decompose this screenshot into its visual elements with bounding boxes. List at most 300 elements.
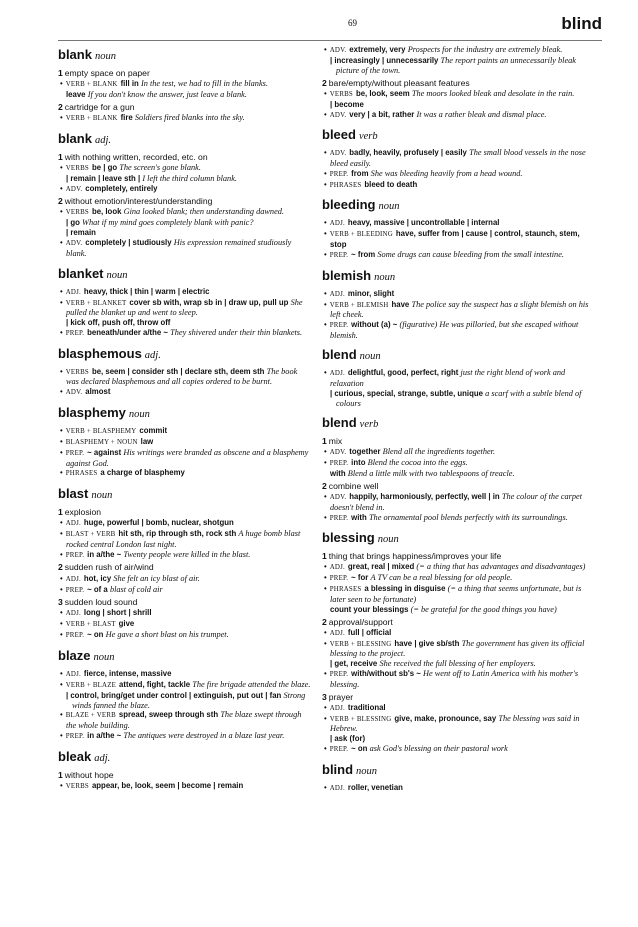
sense-heading: [322, 692, 598, 703]
bullet-icon: •: [324, 168, 327, 178]
collocates: ~ from: [351, 250, 376, 260]
bullet-icon: •: [60, 679, 63, 689]
collocation-line: [322, 320, 598, 340]
sense-number: 2: [58, 196, 63, 207]
bullet-icon: •: [324, 88, 327, 98]
collocates: completely, entirely: [85, 183, 158, 193]
collocation-line: [58, 585, 312, 596]
collocates: into: [351, 458, 366, 468]
collocation-line: [58, 387, 312, 398]
collocates: appear, be, look, seem | become | remain: [91, 780, 244, 790]
bullet-icon: •: [324, 492, 327, 502]
grammar-label: BLASPHEMY + NOUN: [65, 438, 138, 446]
example-sentence: (= be grateful for the good things you have): [410, 604, 557, 614]
sense-number: 1: [58, 68, 63, 78]
example-sentence: She received the full blessing of her employers.: [379, 659, 536, 669]
entry-heading: [58, 406, 312, 422]
bullet-icon: •: [60, 710, 63, 720]
example-sentence: She felt an icy blast of air.: [113, 573, 200, 583]
collocation-line: [322, 628, 598, 639]
part-of-speech: adj.: [144, 349, 161, 361]
bullet-icon: •: [324, 627, 327, 637]
collocation-line: [322, 169, 598, 180]
collocation-line: [322, 148, 598, 168]
sense-definition: approval/support: [328, 616, 393, 627]
collocation-line: [58, 468, 312, 479]
headword: blessing: [322, 530, 375, 546]
left-column: [58, 45, 312, 792]
example-sentence: The fire brigade attended the blaze.: [192, 679, 311, 689]
part-of-speech: verb: [358, 131, 378, 143]
sense-heading: [58, 68, 312, 79]
collocation-line: [322, 300, 598, 320]
bullet-icon: •: [324, 458, 327, 468]
bullet-icon: •: [324, 584, 327, 594]
part-of-speech: noun: [128, 408, 150, 420]
example-sentence: just the right blend of work and relaxation: [330, 368, 566, 388]
collocates: be | go: [91, 162, 118, 172]
grammar-label: PHRASES: [329, 181, 362, 189]
collocation-line: [64, 174, 312, 184]
collocates: hit sth, rip through sth, rock sth: [118, 529, 237, 539]
collocation-line: [58, 574, 312, 585]
collocation-line: [322, 89, 598, 100]
bullet-icon: •: [60, 518, 63, 528]
example-sentence: Gina looked blank; then understanding dawned.: [123, 207, 284, 217]
bullet-icon: •: [60, 668, 63, 678]
collocates: | become: [330, 99, 364, 109]
collocation-line: [64, 691, 312, 710]
grammar-label: PREP.: [329, 575, 349, 583]
bullet-icon: •: [324, 299, 327, 309]
bullet-icon: •: [60, 780, 63, 790]
example-sentence: The blaze swept through the whole building.: [66, 710, 302, 731]
collocates: | ask (for): [330, 734, 366, 744]
sense-definition: thing that brings happiness/improves your life: [328, 551, 502, 562]
example-sentence: The report paints an unnecessarily bleak picture of the town.: [336, 56, 576, 75]
collocates: in a/the ~: [87, 549, 122, 559]
entry-heading: [58, 132, 312, 148]
example-sentence: Blend a little milk with two tablespoons of treacle.: [347, 469, 515, 479]
example-sentence: It was a rather bleak and dismal place.: [416, 109, 547, 119]
collocates: have: [391, 299, 410, 309]
collocation-line: [322, 513, 598, 524]
bullet-icon: •: [60, 207, 63, 217]
grammar-label: VERBS: [65, 368, 89, 376]
sense-number: 1: [322, 436, 327, 447]
part-of-speech: noun: [93, 651, 115, 663]
entry-heading: [58, 750, 312, 766]
headword: bleeding: [322, 197, 376, 213]
collocation-line: [322, 573, 598, 584]
collocates: fierce, intense, massive: [83, 668, 172, 678]
example-sentence: Twenty people were killed in the blast.: [123, 549, 251, 559]
headword: blank: [58, 47, 92, 62]
bullet-icon: •: [60, 425, 63, 435]
collocation-line: [322, 368, 598, 388]
bullet-icon: •: [60, 79, 63, 89]
entry-heading: [322, 128, 598, 144]
example-sentence: His writings were branded as obscene and a blasphemy against God.: [66, 447, 309, 468]
sense-number: 1: [58, 507, 63, 518]
collocates: minor, slight: [347, 288, 395, 298]
sense-number: 1: [58, 151, 63, 162]
sense-number: 2: [322, 480, 327, 491]
sense-definition: prayer: [328, 691, 354, 702]
bullet-icon: •: [60, 447, 63, 457]
headword: blanket: [58, 265, 104, 281]
bullet-icon: •: [60, 731, 63, 741]
collocates: heavy, massive | uncontrollable | internal: [347, 218, 500, 228]
sense-definition: without emotion/interest/understanding: [64, 196, 213, 207]
collocation-line: [322, 110, 598, 121]
collocates: without (a) ~: [351, 320, 398, 330]
grammar-label: BLAST + VERB: [65, 531, 116, 539]
collocation-line: [58, 680, 312, 691]
grammar-label: PREP.: [65, 632, 85, 640]
part-of-speech: noun: [91, 490, 113, 502]
example-sentence: Blend all the ingredients together.: [382, 447, 496, 457]
headword: blend: [322, 347, 357, 363]
collocates: long | short | shrill: [83, 608, 152, 618]
bullet-icon: •: [60, 619, 63, 629]
grammar-label: BLAZE + VERB: [65, 712, 116, 720]
collocation-line: [58, 287, 312, 298]
bullet-icon: •: [60, 436, 63, 446]
bullet-icon: •: [324, 744, 327, 754]
sense-heading: [322, 617, 598, 628]
headword: bleak: [58, 748, 92, 764]
grammar-label: PREP.: [65, 449, 85, 457]
example-sentence: The ornamental pool blends perfectly with its surroundings.: [368, 512, 568, 522]
headword: blend: [322, 415, 357, 431]
collocates: with: [351, 512, 367, 522]
collocates: | increasingly | unnecessarily: [330, 56, 439, 66]
headword: blind: [322, 761, 354, 777]
part-of-speech: noun: [378, 201, 400, 213]
grammar-label: VERBS: [65, 164, 89, 172]
entry-heading: [322, 348, 598, 364]
grammar-label: ADJ.: [65, 575, 81, 583]
bullet-icon: •: [60, 584, 63, 594]
collocates: huge, powerful | bomb, nuclear, shotgun: [83, 518, 234, 528]
bullet-icon: •: [324, 713, 327, 723]
collocates: completely | studiously: [85, 238, 172, 248]
collocates: happily, harmoniously, perfectly, well | in: [349, 492, 500, 502]
grammar-label: ADV.: [65, 389, 83, 397]
collocation-line: [58, 367, 312, 387]
sense-definition: mix: [328, 436, 343, 447]
grammar-label: VERB + BLAZE: [65, 681, 117, 689]
sense-heading: [58, 196, 312, 207]
sense-definition: with nothing written, recorded, etc. on: [64, 151, 208, 162]
bullet-icon: •: [60, 162, 63, 172]
collocation-line: [58, 328, 312, 339]
collocates: count your blessings: [330, 604, 409, 614]
headword: blasphemous: [58, 345, 142, 361]
collocates: with: [330, 469, 346, 479]
grammar-label: ADJ.: [65, 288, 81, 296]
collocates: great, real | mixed: [347, 562, 415, 572]
example-sentence: Some drugs can cause bleeding from the small intestine.: [377, 250, 564, 260]
grammar-label: ADJ.: [329, 290, 345, 298]
grammar-label: VERB + BLESSING: [329, 640, 392, 648]
headword: blast: [58, 486, 89, 502]
collocation-line: [58, 518, 312, 529]
bullet-icon: •: [324, 109, 327, 119]
collocation-line: [322, 703, 598, 714]
example-sentence: The colour of the carpet doesn't blend in.: [330, 492, 583, 512]
bullet-icon: •: [60, 238, 63, 248]
collocation-line: [58, 669, 312, 680]
collocation-line: [58, 426, 312, 437]
sense-heading: [58, 770, 312, 781]
bullet-icon: •: [324, 669, 327, 679]
collocation-line: [64, 218, 312, 228]
collocates: badly, heavily, profusely | easily: [349, 148, 467, 158]
collocation-line: [322, 229, 598, 249]
grammar-label: ADV.: [329, 150, 347, 158]
bullet-icon: •: [60, 468, 63, 478]
example-sentence: I left the third column blank.: [142, 173, 237, 183]
collocates: give: [118, 619, 135, 629]
collocates: bleed to death: [364, 179, 418, 189]
sense-number: 1: [58, 769, 63, 780]
example-sentence: The blessing was said in Hebrew.: [330, 713, 580, 734]
sense-definition: sudden rush of air/wind: [64, 562, 154, 573]
collocates: be, seem | consider sth | declare sth, deem sth: [91, 366, 265, 376]
grammar-label: PREP.: [65, 551, 85, 559]
bullet-icon: •: [60, 112, 63, 122]
entry-heading: [322, 198, 598, 214]
collocates: fill in: [120, 79, 139, 89]
headword: blemish: [322, 267, 372, 283]
entry-heading: [322, 416, 598, 432]
grammar-label: VERB + BLAST: [65, 621, 116, 629]
example-sentence: The government has given its official blessing to the project.: [330, 638, 585, 659]
bullet-icon: •: [324, 320, 327, 330]
collocates: | get, receive: [330, 659, 378, 669]
collocates: beneath/under a/the ~: [87, 328, 168, 338]
collocates: ~ against: [87, 447, 122, 457]
sense-number: 2: [58, 562, 63, 573]
bullet-icon: •: [60, 183, 63, 193]
bullet-icon: •: [60, 573, 63, 583]
entry-heading: [322, 763, 598, 779]
sense-number: 2: [322, 77, 327, 88]
bullet-icon: •: [324, 447, 327, 457]
sense-number: 2: [58, 101, 63, 112]
collocates: extremely, very: [349, 45, 406, 55]
entry-heading: [58, 267, 312, 283]
collocates: roller, venetian: [347, 782, 403, 792]
collocates: | kick off, push off, throw off: [66, 318, 171, 328]
grammar-label: PREP.: [65, 330, 85, 338]
sense-heading: [322, 551, 598, 562]
collocation-line: [322, 250, 598, 261]
bullet-icon: •: [60, 630, 63, 640]
entry-heading: [58, 649, 312, 665]
collocates: together: [349, 447, 381, 457]
grammar-label: ADJ.: [329, 564, 345, 572]
part-of-speech: noun: [377, 534, 399, 546]
sense-definition: cartridge for a gun: [64, 101, 135, 112]
collocates: | curious, special, strange, subtle, unique: [330, 388, 483, 398]
grammar-label: ADJ.: [329, 704, 345, 712]
collocation-line: [322, 562, 598, 573]
grammar-label: VERB + BLASPHEMY: [65, 427, 137, 435]
example-sentence: The screen's gone blank.: [119, 162, 201, 172]
sense-number: 3: [58, 597, 63, 608]
sense-heading: [322, 78, 598, 89]
example-sentence: The small blood vessels in the nose bleed easily.: [330, 148, 586, 168]
example-sentence: He went off to Latin America with his mother's blessing.: [330, 669, 579, 689]
collocation-line: [322, 458, 598, 469]
part-of-speech: adj.: [94, 134, 112, 146]
grammar-label: ADV.: [65, 240, 83, 248]
headword: bleed: [322, 127, 356, 143]
grammar-label: ADV.: [329, 47, 347, 55]
grammar-label: ADV.: [329, 111, 347, 119]
grammar-label: PREP.: [329, 460, 349, 468]
bullet-icon: •: [324, 250, 327, 260]
grammar-label: ADJ.: [65, 670, 81, 678]
example-sentence: If you don't know the answer, just leave a blank.: [87, 90, 247, 100]
page-header: [58, 14, 602, 36]
grammar-label: ADV.: [329, 494, 347, 502]
grammar-label: ADJ.: [329, 784, 345, 792]
sense-number: 2: [322, 616, 327, 627]
collocates: cover sb with, wrap sb in | draw up, pull up: [129, 297, 289, 307]
collocation-line: [58, 731, 312, 742]
bullet-icon: •: [324, 512, 327, 522]
grammar-label: PREP.: [65, 733, 85, 741]
grammar-label: VERBS: [329, 90, 353, 98]
collocates: ~ on: [351, 744, 368, 754]
collocates: attend, fight, tackle: [119, 679, 191, 689]
sense-heading: [58, 507, 312, 518]
collocates: full | official: [347, 627, 392, 637]
bullet-icon: •: [324, 148, 327, 158]
collocates: be, look: [91, 207, 122, 217]
sense-heading: [322, 481, 598, 492]
example-sentence: In the test, we had to fill in the blanks.: [140, 79, 268, 89]
bullet-icon: •: [324, 573, 327, 583]
bullet-icon: •: [60, 608, 63, 618]
part-of-speech: adj.: [94, 752, 111, 764]
grammar-label: PHRASES: [65, 470, 98, 478]
collocation-line: [58, 448, 312, 468]
example-sentence: His expression remained studiously blank.: [66, 238, 292, 259]
collocates: | remain | leave sth |: [66, 173, 141, 183]
headword: blaze: [58, 647, 91, 663]
collocation-line: [322, 584, 598, 604]
headword: blasphemy: [58, 404, 126, 420]
collocation-line: [58, 163, 312, 174]
bullet-icon: •: [324, 218, 327, 228]
collocation-line: [328, 100, 598, 110]
sense-number: 3: [322, 691, 327, 702]
collocates: commit: [139, 425, 168, 435]
collocates: | go: [66, 218, 80, 228]
collocates: give, make, pronounce, say: [394, 713, 497, 723]
collocates: delightful, good, perfect, right: [347, 368, 459, 378]
bullet-icon: •: [60, 366, 63, 376]
sense-heading: [58, 152, 312, 163]
example-sentence: She pulled the blanket up and went to sleep.: [66, 297, 303, 318]
collocates: law: [140, 436, 154, 446]
bullet-icon: •: [324, 782, 327, 792]
grammar-label: ADJ.: [65, 610, 81, 618]
collocation-line: [58, 630, 312, 641]
sense-heading: [58, 562, 312, 573]
collocation-line: [322, 639, 598, 659]
grammar-label: VERB + BLANKET: [65, 299, 127, 307]
grammar-label: PREP.: [329, 252, 349, 260]
collocation-line: [322, 289, 598, 300]
example-sentence: A huge bomb blast rocked central London last night.: [66, 529, 301, 549]
collocation-line: [58, 184, 312, 195]
entry-heading: [58, 487, 312, 503]
grammar-label: ADJ.: [329, 220, 345, 228]
grammar-label: VERB + BLESSING: [329, 715, 392, 723]
example-sentence: Blend the cocoa into the eggs.: [367, 458, 468, 468]
collocates: very | a bit, rather: [349, 109, 415, 119]
sense-heading: [322, 436, 598, 447]
sense-definition: empty space on paper: [64, 68, 150, 78]
sense-definition: combine well: [328, 480, 379, 491]
collocates: have | give sb/sth: [394, 638, 460, 648]
collocates: a charge of blasphemy: [100, 468, 185, 478]
grammar-label: ADJ.: [65, 520, 81, 528]
collocates: traditional: [347, 702, 386, 712]
collocates: have, suffer from | cause | control, staunch, stem, stop: [330, 229, 580, 250]
part-of-speech: noun: [94, 51, 116, 62]
bullet-icon: •: [324, 562, 327, 572]
collocation-line: [58, 619, 312, 630]
collocation-line: [322, 45, 598, 56]
example-sentence: She was bleeding heavily from a head wound.: [370, 168, 523, 178]
guide-word: blind: [561, 14, 602, 33]
part-of-speech: noun: [356, 765, 378, 777]
bullet-icon: •: [60, 387, 63, 397]
part-of-speech: noun: [374, 271, 396, 283]
example-sentence: He gave a short blast on his trumpet.: [105, 630, 229, 640]
right-column: [322, 45, 598, 794]
collocation-line: [58, 113, 312, 124]
bullet-icon: •: [324, 45, 327, 55]
collocation-line: [328, 734, 598, 744]
collocation-line: [58, 608, 312, 619]
entry-heading: [58, 48, 312, 64]
collocates: hot, icy: [83, 573, 112, 583]
collocation-line: [64, 90, 312, 100]
collocation-line: [328, 659, 598, 669]
example-sentence: The book was declared blasphemous and all copies ordered to be burnt.: [66, 366, 298, 387]
grammar-label: VERB + BLANK: [65, 114, 118, 122]
collocates: ~ of a: [87, 584, 108, 594]
entry-heading: [322, 269, 598, 285]
collocation-line: [322, 714, 598, 734]
grammar-label: PREP.: [329, 671, 349, 679]
collocation-line: [58, 781, 312, 792]
example-sentence: ask God's blessing on their pastoral work: [369, 744, 508, 754]
collocates: heavy, thick | thin | warm | electric: [83, 286, 210, 296]
collocation-line: [58, 207, 312, 218]
collocation-line: [322, 447, 598, 458]
grammar-label: VERB + BLEEDING: [329, 231, 393, 239]
example-sentence: What if my mind goes completely blank with panic?: [82, 218, 254, 228]
